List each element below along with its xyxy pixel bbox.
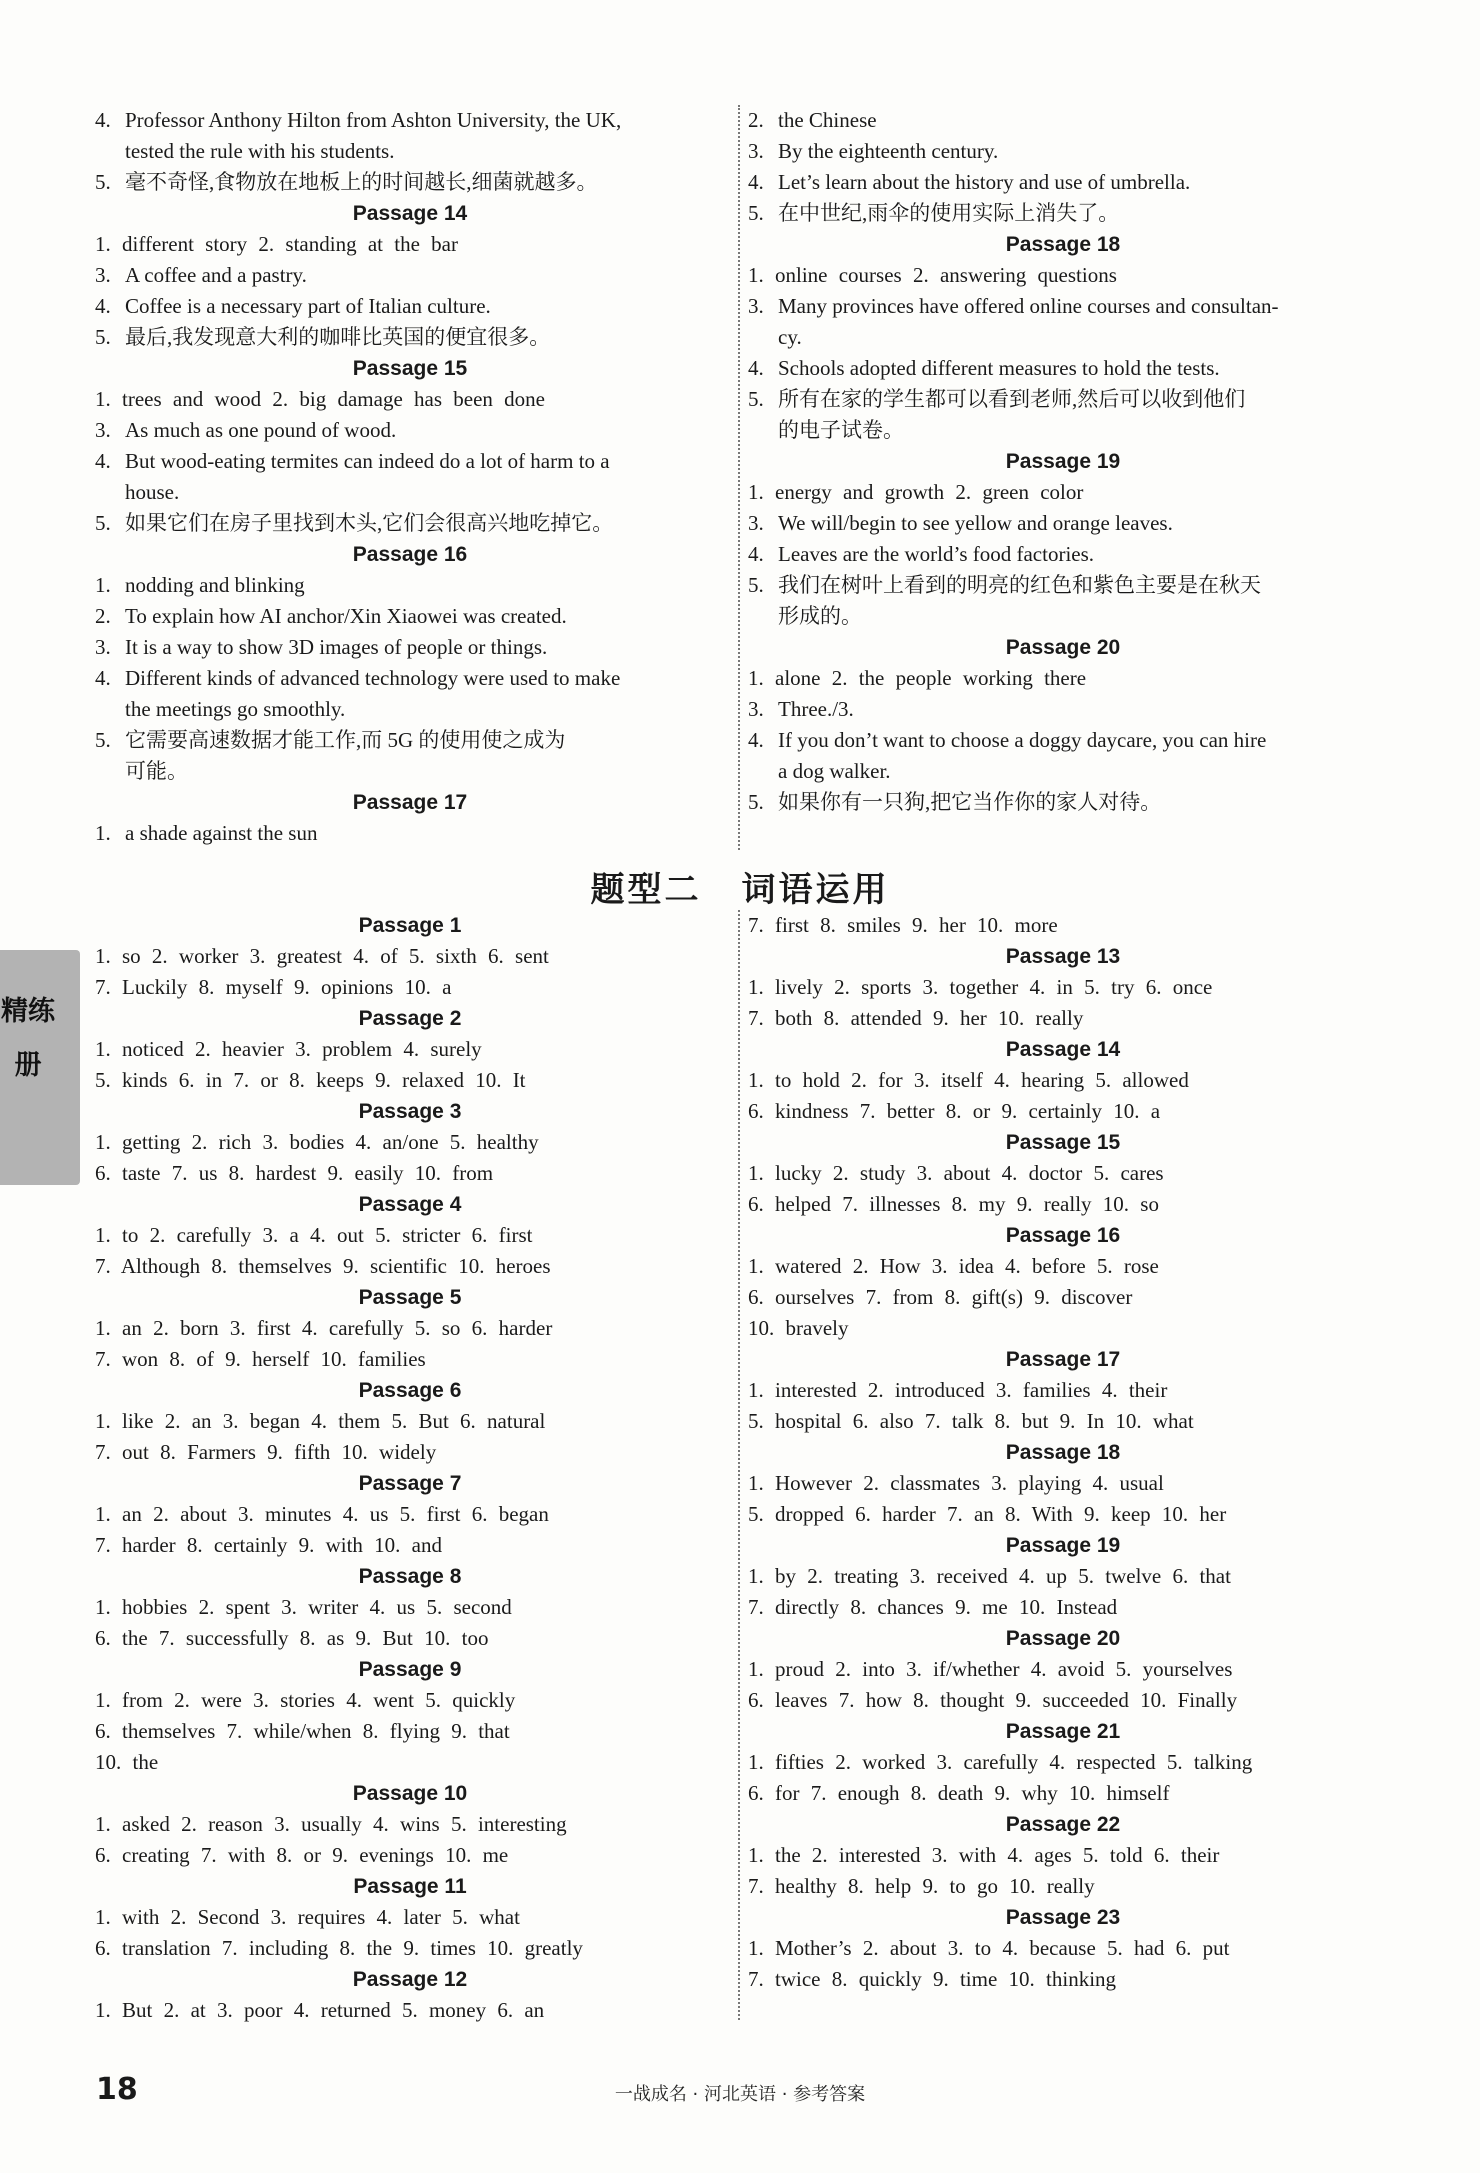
passage-heading: Passage 16 — [1005, 1224, 1121, 1247]
answer-item — [95, 601, 725, 632]
item-text: Schools adopted different measures to hold the tests. — [778, 356, 1220, 380]
top-column-divider — [738, 105, 740, 850]
passage-heading: Passage 4 — [358, 1193, 462, 1216]
answer-line: 6. themselves 7. while/when 8. flying 9. that — [95, 1719, 510, 1743]
passage-heading: Passage 15 — [352, 357, 468, 380]
section-title-part2: 词语运用 — [741, 870, 890, 910]
item-text: 它需要高速数据才能工作,而 5G 的使用使之成为 — [125, 728, 566, 752]
item-number: 4. — [748, 356, 764, 380]
answer-item — [95, 415, 725, 446]
item-number: 3. — [748, 294, 764, 318]
answer-item — [748, 508, 1378, 539]
item-text: nodding and blinking — [125, 573, 305, 597]
item-text: We will/begin to see yellow and orange leaves. — [778, 511, 1173, 535]
item-text: Professor Anthony Hilton from Ashton University, the UK, — [125, 108, 622, 132]
answer-line: 1. to 2. carefully 3. a 4. out 5. stricter 6. first — [95, 1223, 533, 1247]
bottom-column-divider — [738, 910, 740, 2020]
answer-line: 7. harder 8. certainly 9. with 10. and — [95, 1533, 442, 1557]
answer-item — [748, 725, 1378, 756]
answer-line: 1. an 2. about 3. minutes 4. us 5. first 6. began — [95, 1502, 549, 1526]
item-text: To explain how AI anchor/Xin Xiaowei was created. — [125, 604, 567, 628]
answer-item — [95, 446, 725, 477]
passage-heading: Passage 12 — [352, 1968, 468, 1991]
answer-continuation: 可能。 — [125, 759, 188, 783]
item-number: 4. — [95, 666, 111, 690]
answer-line: 1. different story 2. standing at the bar — [95, 232, 458, 256]
item-text: the Chinese — [778, 108, 877, 132]
answer-line: 1. like 2. an 3. began 4. them 5. But 6. natural — [95, 1409, 546, 1433]
answer-line: 6. creating 7. with 8. or 9. evenings 10. me — [95, 1843, 509, 1867]
section-title-part1: 题型二 — [590, 870, 702, 910]
item-text: 如果你有一只狗,把它当作你的家人对待。 — [778, 790, 1162, 814]
item-number: 4. — [95, 108, 111, 132]
passage-heading: Passage 22 — [1005, 1813, 1121, 1836]
answer-line: 7. directly 8. chances 9. me 10. Instead — [748, 1595, 1118, 1619]
answer-line: 5. dropped 6. harder 7. an 8. With 9. keep 10. her — [748, 1502, 1227, 1526]
answer-line: 1. interested 2. introduced 3. families 4. their — [748, 1378, 1168, 1402]
item-text: a shade against the sun — [125, 821, 318, 845]
answer-item — [95, 663, 725, 694]
answer-continuation: house. — [125, 480, 180, 504]
answer-line: 7. first 8. smiles 9. her 10. more — [748, 913, 1058, 937]
passage-heading: Passage 10 — [352, 1782, 468, 1805]
page-number: 18 — [96, 2072, 138, 2107]
side-tab-label: 精练册 — [1, 996, 55, 1081]
answer-line: 1. online courses 2. answering questions — [748, 263, 1117, 287]
passage-heading: Passage 3 — [358, 1100, 462, 1123]
item-text: 在中世纪,雨伞的使用实际上消失了。 — [778, 201, 1120, 225]
answer-line: 1. so 2. worker 3. greatest 4. of 5. sixth 6. sent — [95, 944, 549, 968]
answer-line: 1. hobbies 2. spent 3. writer 4. us 5. second — [95, 1595, 512, 1619]
item-text: 我们在树叶上看到的明亮的红色和紫色主要是在秋天 — [778, 573, 1261, 597]
item-number: 5. — [748, 790, 764, 814]
answer-continuation: the meetings go smoothly. — [125, 697, 346, 721]
item-number: 4. — [95, 449, 111, 473]
answer-line: 1. energy and growth 2. green color — [748, 480, 1084, 504]
answer-line: 6. helped 7. illnesses 8. my 9. really 10. so — [748, 1192, 1159, 1216]
answer-line: 1. getting 2. rich 3. bodies 4. an/one 5. healthy — [95, 1130, 539, 1154]
passage-heading: Passage 19 — [1005, 1534, 1121, 1557]
answer-line: 7. Although 8. themselves 9. scientific 10. heroes — [95, 1254, 551, 1278]
answer-line: 6. kindness 7. better 8. or 9. certainly 10. a — [748, 1099, 1161, 1123]
answer-line: 1. But 2. at 3. poor 4. returned 5. money 6. an — [95, 1998, 545, 2022]
answer-line: 6. ourselves 7. from 8. gift(s) 9. discover — [748, 1285, 1133, 1309]
section-title — [0, 862, 1480, 911]
answer-item — [95, 632, 725, 663]
item-number: 2. — [748, 108, 764, 132]
answer-line: 1. watered 2. How 3. idea 4. before 5. rose — [748, 1254, 1159, 1278]
answer-line: 1. noticed 2. heavier 3. problem 4. surely — [95, 1037, 482, 1061]
item-number: 4. — [748, 170, 764, 194]
answer-item — [95, 291, 725, 322]
item-number: 4. — [95, 294, 111, 318]
answer-line: 1. Mother’s 2. about 3. to 4. because 5. had 6. put — [748, 1936, 1230, 1960]
passage-heading: Passage 15 — [1005, 1131, 1121, 1154]
item-number: 4. — [748, 728, 764, 752]
answer-continuation: tested the rule with his students. — [125, 139, 395, 163]
answer-line: 1. However 2. classmates 3. playing 4. usual — [748, 1471, 1164, 1495]
answer-item — [95, 167, 725, 198]
item-number: 4. — [748, 542, 764, 566]
answer-line: 7. won 8. of 9. herself 10. families — [95, 1347, 426, 1371]
passage-heading: Passage 13 — [1005, 945, 1121, 968]
answer-item — [748, 384, 1378, 415]
passage-heading: Passage 23 — [1005, 1906, 1121, 1929]
answer-item — [748, 291, 1378, 322]
passage-heading: Passage 21 — [1005, 1720, 1121, 1743]
answer-line: 1. with 2. Second 3. requires 4. later 5. what — [95, 1905, 520, 1929]
answer-line: 6. leaves 7. how 8. thought 9. succeeded 10. Finally — [748, 1688, 1238, 1712]
item-number: 1. — [95, 573, 111, 597]
answer-continuation: 形成的。 — [778, 604, 862, 628]
item-number: 5. — [748, 201, 764, 225]
answer-line: 7. Luckily 8. myself 9. opinions 10. a — [95, 975, 452, 999]
item-number: 5. — [95, 728, 111, 752]
answer-line: 1. trees and wood 2. big damage has been done — [95, 387, 545, 411]
item-number: 5. — [748, 387, 764, 411]
answer-item — [95, 508, 725, 539]
item-text: A coffee and a pastry. — [125, 263, 307, 287]
passage-heading: Passage 14 — [1005, 1038, 1121, 1061]
passage-heading: Passage 1 — [358, 914, 462, 937]
passage-heading: Passage 20 — [1005, 1627, 1121, 1650]
answer-item — [748, 105, 1378, 136]
passage-heading: Passage 16 — [352, 543, 468, 566]
answer-line: 7. out 8. Farmers 9. fifth 10. widely — [95, 1440, 437, 1464]
passage-heading: Passage 5 — [358, 1286, 462, 1309]
answer-continuation: cy. — [778, 325, 802, 349]
item-text: 如果它们在房子里找到木头,它们会很高兴地吃掉它。 — [125, 511, 614, 535]
answer-item — [748, 539, 1378, 570]
passage-heading: Passage 18 — [1005, 1441, 1121, 1464]
answer-line: 6. taste 7. us 8. hardest 9. easily 10. from — [95, 1161, 494, 1185]
item-text: Three./3. — [778, 697, 854, 721]
answer-line: 7. twice 8. quickly 9. time 10. thinking — [748, 1967, 1117, 1991]
answer-item — [748, 353, 1378, 384]
answer-line: 1. lively 2. sports 3. together 4. in 5. try 6. once — [748, 975, 1213, 999]
passage-heading: Passage 18 — [1005, 233, 1121, 256]
answer-item — [95, 570, 725, 601]
item-text: Let’s learn about the history and use of umbrella. — [778, 170, 1191, 194]
passage-heading: Passage 7 — [358, 1472, 462, 1495]
answer-line: 6. translation 7. including 8. the 9. times 10. greatly — [95, 1936, 583, 1960]
bottom-right-column — [748, 910, 1378, 1995]
item-number: 5. — [95, 325, 111, 349]
answer-item — [748, 136, 1378, 167]
item-text: 毫不奇怪,食物放在地板上的时间越长,细菌就越多。 — [125, 170, 598, 194]
item-text: Leaves are the world’s food factories. — [778, 542, 1095, 566]
answer-item — [95, 818, 725, 849]
answer-line: 10. the — [95, 1750, 159, 1774]
item-number: 3. — [95, 263, 111, 287]
item-text: But wood-eating termites can indeed do a lot of harm to a — [125, 449, 610, 473]
item-text: As much as one pound of wood. — [125, 418, 397, 442]
answer-line: 6. the 7. successfully 8. as 9. But 10. too — [95, 1626, 489, 1650]
item-number: 3. — [95, 418, 111, 442]
answer-line: 1. proud 2. into 3. if/whether 4. avoid 5. yourselves — [748, 1657, 1233, 1681]
answer-continuation: 的电子试卷。 — [778, 418, 904, 442]
bottom-left-column — [95, 910, 725, 2026]
top-right-column — [748, 105, 1378, 818]
answer-line: 6. for 7. enough 8. death 9. why 10. himself — [748, 1781, 1170, 1805]
item-number: 3. — [748, 511, 764, 535]
answer-line: 1. from 2. were 3. stories 4. went 5. quickly — [95, 1688, 516, 1712]
answer-item — [95, 105, 725, 136]
passage-heading: Passage 17 — [1005, 1348, 1121, 1371]
passage-heading: Passage 20 — [1005, 636, 1121, 659]
item-number: 3. — [748, 697, 764, 721]
answer-line: 7. healthy 8. help 9. to go 10. really — [748, 1874, 1095, 1898]
answer-continuation: a dog walker. — [778, 759, 891, 783]
answer-line: 5. kinds 6. in 7. or 8. keeps 9. relaxed 10. It — [95, 1068, 526, 1092]
item-number: 2. — [95, 604, 111, 628]
answer-item — [95, 322, 725, 353]
answer-line: 1. to hold 2. for 3. itself 4. hearing 5. allowed — [748, 1068, 1189, 1092]
item-text: Many provinces have offered online courses and consultan- — [778, 294, 1279, 318]
answer-item — [748, 787, 1378, 818]
answer-line: 1. by 2. treating 3. received 4. up 5. twelve 6. that — [748, 1564, 1231, 1588]
item-text: It is a way to show 3D images of people or things. — [125, 635, 548, 659]
passage-heading: Passage 19 — [1005, 450, 1121, 473]
answer-line: 1. an 2. born 3. first 4. carefully 5. so 6. harder — [95, 1316, 553, 1340]
passage-heading: Passage 6 — [358, 1379, 462, 1402]
answer-line: 1. fifties 2. worked 3. carefully 4. respected 5. talking — [748, 1750, 1253, 1774]
answer-line: 5. hospital 6. also 7. talk 8. but 9. In 10. what — [748, 1409, 1194, 1433]
top-left-column — [95, 105, 725, 849]
answer-line: 1. asked 2. reason 3. usually 4. wins 5. interesting — [95, 1812, 567, 1836]
item-text: 最后,我发现意大利的咖啡比英国的便宜很多。 — [125, 325, 551, 349]
item-text: By the eighteenth century. — [778, 139, 999, 163]
item-number: 5. — [748, 573, 764, 597]
item-number: 1. — [95, 821, 111, 845]
item-text: Different kinds of advanced technology were used to make — [125, 666, 621, 690]
footer: 一战成名 · 河北英语 · 参考答案 — [614, 2084, 866, 2105]
answer-item — [748, 694, 1378, 725]
answer-item — [748, 570, 1378, 601]
answer-item — [748, 167, 1378, 198]
answer-item — [748, 198, 1378, 229]
passage-heading: Passage 8 — [358, 1565, 462, 1588]
item-text: Coffee is a necessary part of Italian culture. — [125, 294, 491, 318]
item-number: 3. — [748, 139, 764, 163]
answer-line: 1. the 2. interested 3. with 4. ages 5. told 6. their — [748, 1843, 1220, 1867]
item-text: 所有在家的学生都可以看到老师,然后可以收到他们 — [778, 387, 1246, 411]
item-number: 5. — [95, 170, 111, 194]
item-text: If you don’t want to choose a doggy daycare, you can hire — [778, 728, 1267, 752]
answer-item — [95, 725, 725, 756]
answer-line: 7. both 8. attended 9. her 10. really — [748, 1006, 1084, 1030]
passage-heading: Passage 9 — [358, 1658, 462, 1681]
item-number: 3. — [95, 635, 111, 659]
passage-heading: Passage 2 — [358, 1007, 462, 1030]
passage-heading: Passage 14 — [352, 202, 468, 225]
passage-heading: Passage 17 — [352, 791, 468, 814]
answer-line: 10. bravely — [748, 1316, 849, 1340]
answer-line: 1. lucky 2. study 3. about 4. doctor 5. cares — [748, 1161, 1164, 1185]
item-number: 5. — [95, 511, 111, 535]
passage-heading: Passage 11 — [353, 1875, 467, 1898]
answer-line: 1. alone 2. the people working there — [748, 666, 1087, 690]
answer-item — [95, 260, 725, 291]
